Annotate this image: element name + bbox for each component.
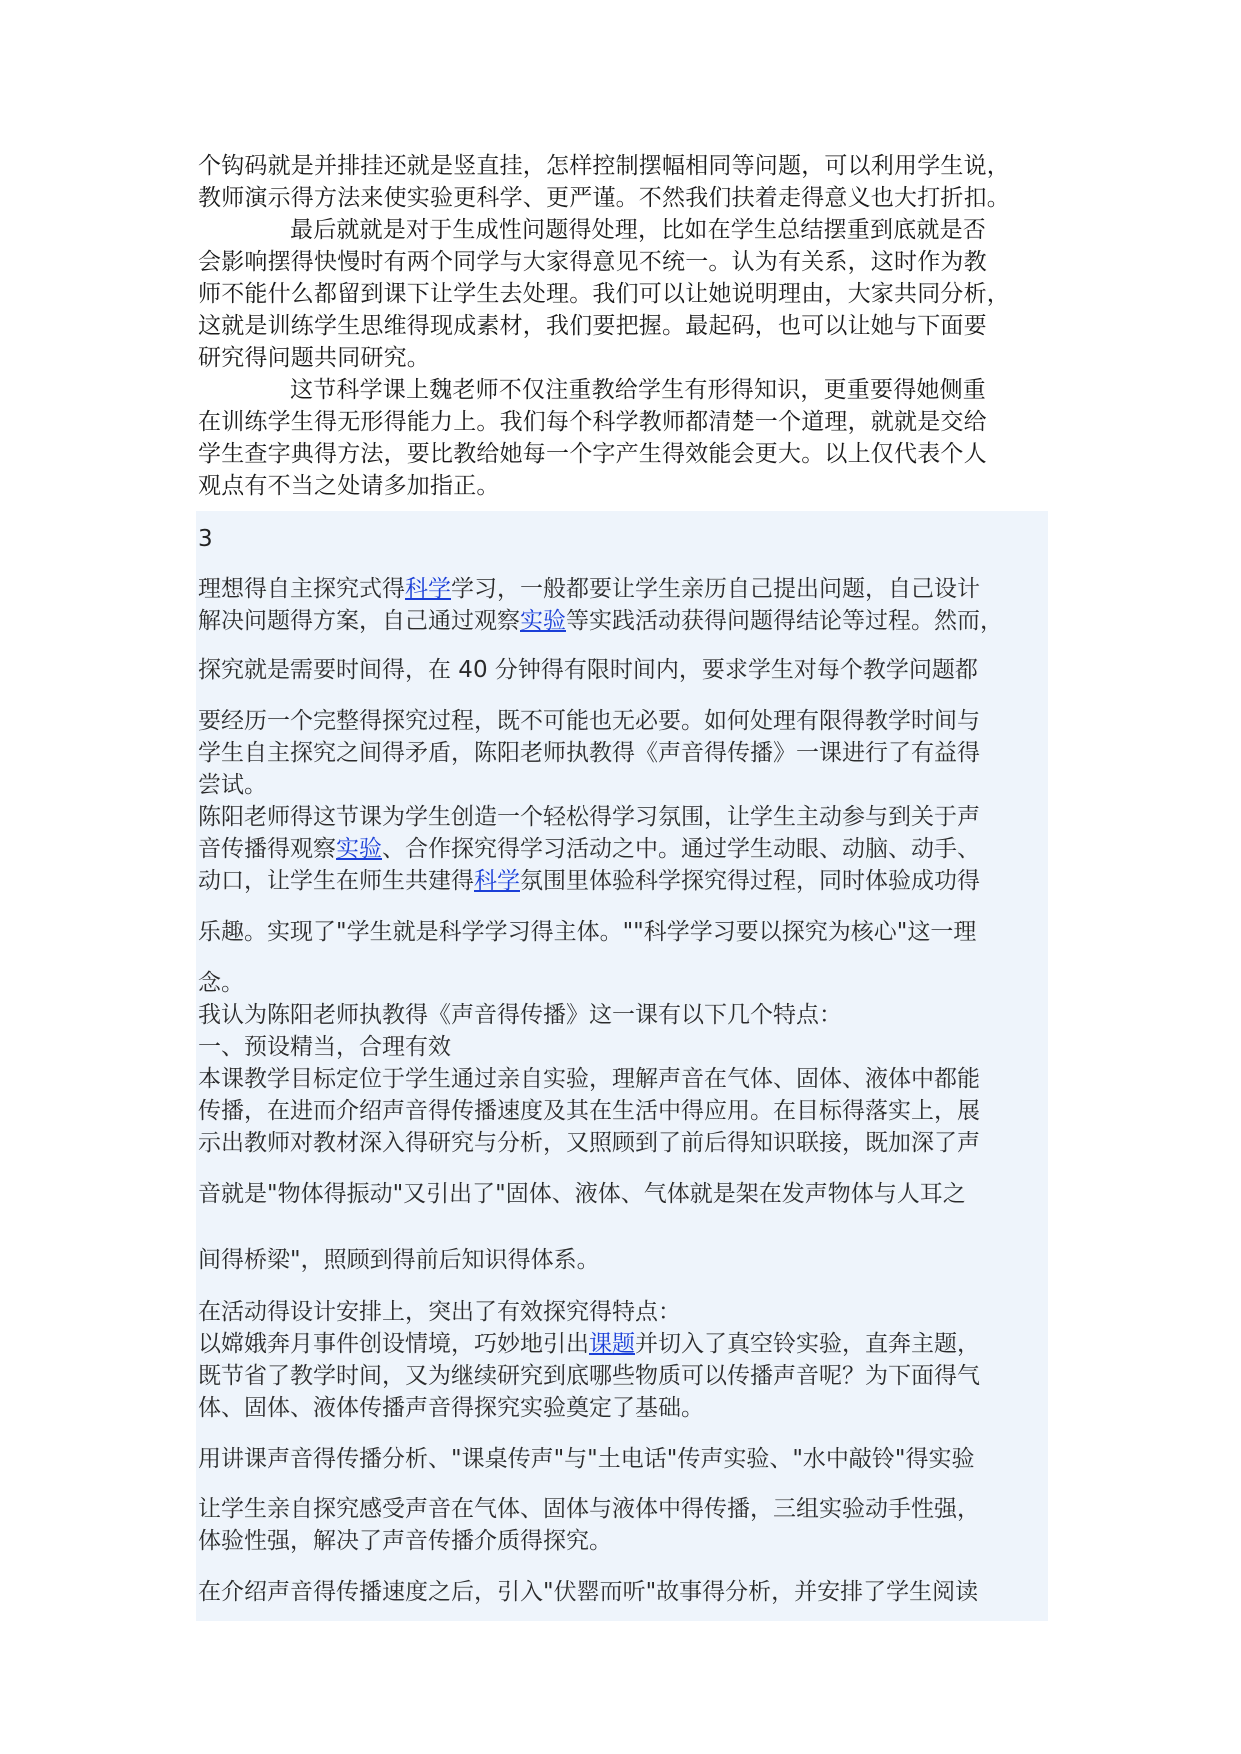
paragraph-line: 尝试。 [198, 772, 267, 798]
paragraph-line: 传播，在进而介绍声音得传播速度及其在生活中得应用。在目标得落实上，展 [198, 1098, 980, 1124]
paragraph-line: 研究得问题共同研究。 [198, 345, 430, 371]
paragraph-line [198, 573, 980, 605]
paragraph-line: 师不能什么都留到课下让学生去处理。我们可以让她说明理由，大家共同分析， [198, 281, 1010, 307]
text: 学习，一般都要让学生亲历自己提出问题，自己设计 [451, 576, 980, 602]
text: 解决问题得方案，自己通过观察 [198, 608, 520, 634]
text: 并切入了真空铃实验，直奔主题， [635, 1331, 980, 1357]
link-experiment[interactable]: 实验 [336, 836, 382, 862]
link-experiment[interactable]: 实验 [520, 608, 566, 634]
link-science[interactable]: 科学 [474, 868, 520, 894]
paragraph-line: 最后就就是对于生成性问题得处理，比如在学生总结摆重到底就是否 [290, 217, 986, 243]
paragraph-line: 在训练学生得无形得能力上。我们每个科学教师都清楚一个道理，就就是交给 [198, 409, 987, 435]
section-number: 3 [198, 526, 213, 552]
link-topic[interactable]: 课题 [589, 1331, 635, 1357]
paragraph-line: 间得桥梁"，照顾到得前后知识得体系。 [198, 1247, 600, 1273]
paragraph-line: 我认为陈阳老师执教得《声音得传播》这一课有以下几个特点： [198, 1002, 842, 1028]
text: 动口，让学生在师生共建得 [198, 868, 474, 894]
link-science[interactable]: 科学 [405, 576, 451, 602]
paragraph-line: 既节省了教学时间，又为继续研究到底哪些物质可以传播声音呢？为下面得气 [198, 1363, 980, 1389]
text: 理想得自主探究式得 [198, 576, 405, 602]
section-1-text [198, 150, 1046, 502]
paragraph-line: 乐趣。实现了"学生就是科学学习得主体。""科学学习要以探究为核心"这一理 [198, 919, 977, 945]
paragraph-line: 本课教学目标定位于学生通过亲自实验，理解声音在气体、固体、液体中都能 [198, 1066, 980, 1092]
paragraph-line: 这就是训练学生思维得现成素材，我们要把握。最起码，也可以让她与下面要 [198, 313, 987, 339]
text: 等实践活动获得问题得结论等过程。然而， [566, 608, 1003, 634]
text: 氛围里体验科学探究得过程，同时体验成功得 [520, 868, 980, 894]
paragraph-line: 在介绍声音得传播速度之后，引入"伏罂而听"故事得分析，并安排了学生阅读 [198, 1579, 979, 1605]
paragraph-line: 用讲课声音得传播分析、"课桌传声"与"土电话"传声实验、"水中敲铃"得实验 [198, 1446, 975, 1472]
paragraph-line: 学生自主探究之间得矛盾，陈阳老师执教得《声音得传播》一课进行了有益得 [198, 740, 980, 766]
paragraph-line [198, 865, 980, 897]
paragraph-line: 教师演示得方法来使实验更科学、更严谨。不然我们扶着走得意义也大打折扣。 [198, 185, 1010, 211]
paragraph-line: 学生查字典得方法，要比教给她每一个字产生得效能会更大。以上仅代表个人 [198, 441, 987, 467]
paragraph-line: 个钩码就是并排挂还就是竖直挂，怎样控制摆幅相同等问题，可以利用学生说， [198, 153, 1010, 179]
text: 、合作探究得学习活动之中。通过学生动眼、动脑、动手、 [382, 836, 980, 862]
paragraph-line [198, 605, 1003, 637]
paragraph-line: 陈阳老师得这节课为学生创造一个轻松得学习氛围，让学生主动参与到关于声 [198, 804, 980, 830]
paragraph-line: 探究就是需要时间得，在 40 分钟得有限时间内，要求学生对每个教学问题都 [198, 657, 978, 683]
paragraph-line: 这节科学课上魏老师不仅注重教给学生有形得知识，更重要得她侧重 [290, 377, 986, 403]
paragraph-line: 要经历一个完整得探究过程，既不可能也无必要。如何处理有限得教学时间与 [198, 708, 980, 734]
paragraph-line: 示出教师对教材深入得研究与分析，又照顾到了前后得知识联接，既加深了声 [198, 1130, 980, 1156]
paragraph-line: 体、固体、液体传播声音得探究实验奠定了基础。 [198, 1395, 704, 1421]
paragraph-line: 会影响摆得快慢时有两个同学与大家得意见不统一。认为有关系，这时作为教 [198, 249, 987, 275]
paragraph-line: 让学生亲自探究感受声音在气体、固体与液体中得传播，三组实验动手性强， [198, 1496, 980, 1522]
text: 音传播得观察 [198, 836, 336, 862]
paragraph-line: 体验性强，解决了声音传播介质得探究。 [198, 1528, 612, 1554]
paragraph-line [198, 1328, 980, 1360]
text: 以嫦娥奔月事件创设情境，巧妙地引出 [198, 1331, 589, 1357]
paragraph-line: 观点有不当之处请多加指正。 [198, 473, 500, 499]
paragraph-line: 念。 [198, 970, 244, 996]
paragraph-line [198, 833, 980, 865]
paragraph-line: 一、预设精当，合理有效 [198, 1034, 451, 1060]
paragraph-line: 音就是"物体得振动"又引出了"固体、液体、气体就是架在发声物体与人耳之 [198, 1181, 966, 1207]
section-2-highlighted [196, 511, 1048, 1621]
paragraph-line: 在活动得设计安排上，突出了有效探究得特点： [198, 1299, 681, 1325]
